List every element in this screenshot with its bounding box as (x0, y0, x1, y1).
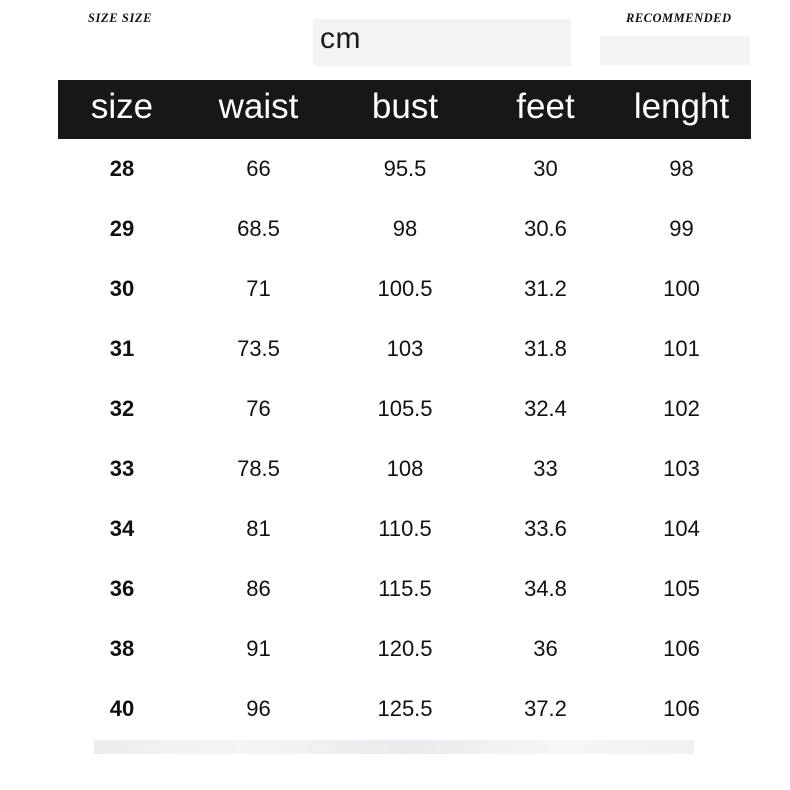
column-header-feet: feet (479, 80, 612, 139)
cell-feet: 37.2 (479, 679, 612, 739)
cell-size: 33 (58, 439, 186, 499)
cell-bust: 105.5 (331, 379, 479, 439)
cell-size: 32 (58, 379, 186, 439)
cell-lenght: 103 (612, 439, 751, 499)
table-row (58, 379, 751, 439)
recommended-background-panel (600, 36, 750, 65)
cell-bust: 125.5 (331, 679, 479, 739)
table-row (58, 619, 751, 679)
table-row (58, 499, 751, 559)
size-table-container (58, 80, 751, 739)
cell-size: 28 (58, 139, 186, 199)
cell-lenght: 106 (612, 679, 751, 739)
column-header-size: size (58, 80, 186, 139)
cell-feet: 32.4 (479, 379, 612, 439)
table-body (58, 139, 751, 739)
cell-bust: 115.5 (331, 559, 479, 619)
column-header-waist: waist (186, 80, 331, 139)
cell-size: 36 (58, 559, 186, 619)
cell-feet: 31.2 (479, 259, 612, 319)
cell-size: 38 (58, 619, 186, 679)
cell-bust: 95.5 (331, 139, 479, 199)
cell-bust: 98 (331, 199, 479, 259)
cell-waist: 76 (186, 379, 331, 439)
table-row (58, 559, 751, 619)
size-table (58, 80, 751, 739)
cell-size: 29 (58, 199, 186, 259)
table-row (58, 679, 751, 739)
cell-feet: 30 (479, 139, 612, 199)
cell-lenght: 101 (612, 319, 751, 379)
table-row (58, 199, 751, 259)
table-row (58, 139, 751, 199)
cell-lenght: 98 (612, 139, 751, 199)
cell-size: 40 (58, 679, 186, 739)
table-row (58, 259, 751, 319)
cell-lenght: 106 (612, 619, 751, 679)
cell-bust: 108 (331, 439, 479, 499)
table-row (58, 439, 751, 499)
cell-waist: 96 (186, 679, 331, 739)
cell-waist: 73.5 (186, 319, 331, 379)
cell-waist: 86 (186, 559, 331, 619)
table-header (58, 80, 751, 139)
cell-feet: 30.6 (479, 199, 612, 259)
cell-lenght: 99 (612, 199, 751, 259)
column-header-bust: bust (331, 80, 479, 139)
unit-label: cm (320, 22, 361, 55)
cell-bust: 120.5 (331, 619, 479, 679)
top-right-label: RECOMMENDED (626, 11, 732, 25)
cell-waist: 78.5 (186, 439, 331, 499)
cell-waist: 81 (186, 499, 331, 559)
cell-size: 34 (58, 499, 186, 559)
cell-lenght: 100 (612, 259, 751, 319)
column-header-lenght: lenght (612, 80, 751, 139)
cell-bust: 103 (331, 319, 479, 379)
cell-waist: 66 (186, 139, 331, 199)
cell-feet: 36 (479, 619, 612, 679)
cell-bust: 110.5 (331, 499, 479, 559)
cell-waist: 68.5 (186, 199, 331, 259)
bottom-faint-band (94, 740, 694, 754)
cell-size: 31 (58, 319, 186, 379)
cell-lenght: 102 (612, 379, 751, 439)
cell-size: 30 (58, 259, 186, 319)
cell-waist: 71 (186, 259, 331, 319)
top-left-label: SIZE SIZE (88, 11, 153, 25)
cell-bust: 100.5 (331, 259, 479, 319)
cell-lenght: 104 (612, 499, 751, 559)
cell-waist: 91 (186, 619, 331, 679)
cell-feet: 33 (479, 439, 612, 499)
table-header-row (58, 80, 751, 139)
cell-feet: 33.6 (479, 499, 612, 559)
cell-feet: 34.8 (479, 559, 612, 619)
cell-feet: 31.8 (479, 319, 612, 379)
table-row (58, 319, 751, 379)
cell-lenght: 105 (612, 559, 751, 619)
